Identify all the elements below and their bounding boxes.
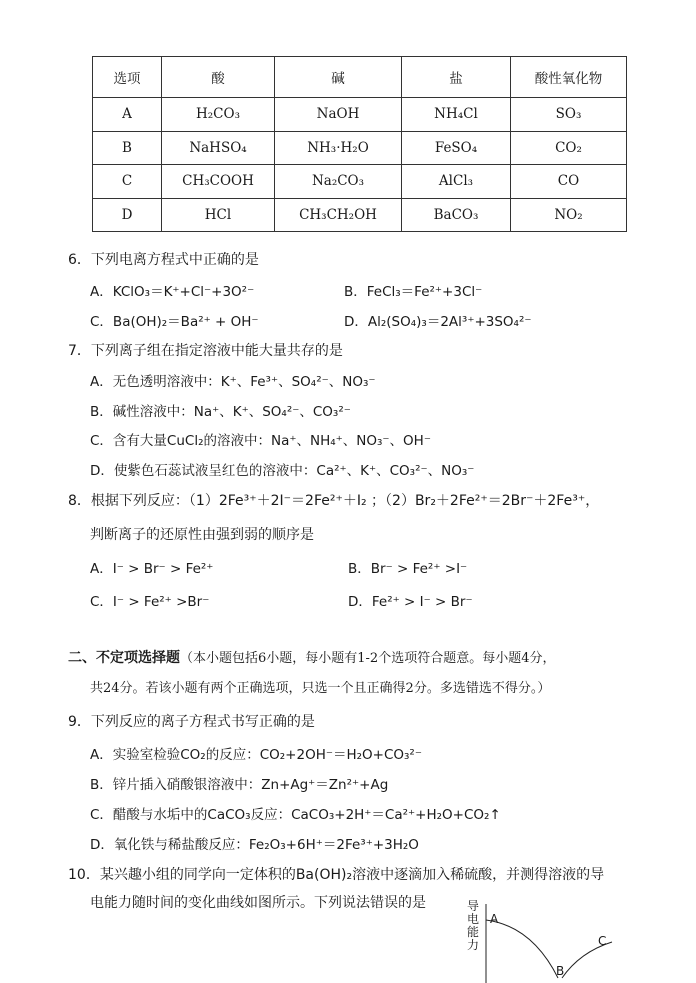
graph-point-b-label: B [556,964,565,978]
table-header-cell: 酸性氧化物 [511,57,627,98]
question-6-stem: 6．下列电离方程式中正确的是 [68,252,259,268]
section-2-note: （本小题包括6小题，每小题有1-2个选项符合题意。每小题4分， [180,651,556,666]
table-cell: NH₄Cl [402,98,511,131]
y-label-char: 导 [466,899,479,913]
question-7-option-a: A．无色透明溶液中：K⁺、Fe³⁺、SO₄²⁻、NO₃⁻ [90,374,376,390]
question-10-stem-line2: 电能力随时间的变化曲线如图所示。下列说法错误的是 [90,895,426,911]
table-row [93,165,627,198]
graph-point-a-label: A [490,912,499,926]
y-label-char: 电 [466,912,479,926]
section-2-title: 二、不定项选择题 [68,650,180,666]
table-cell: CH₃CH₂OH [275,198,402,231]
question-7-option-d: D．使紫色石蕊试液呈红色的溶液中：Ca²⁺、K⁺、CO₃²⁻、NO₃⁻ [90,463,475,479]
question-7-stem: 7．下列离子组在指定溶液中能大量共存的是 [68,343,343,359]
section-2-note-line2: 共24分。若该小题有两个正确选项，只选一个且正确得2分。多选错选不得分。） [90,681,551,696]
table-row [93,98,627,131]
question-8-option-d: D．Fe²⁺ > I⁻ > Br⁻ [348,594,473,610]
question-9-option-b: B．锌片插入硝酸银溶液中：Zn+Ag⁺＝Zn²⁺+Ag [90,777,389,793]
table-cell: D [93,198,162,231]
question-8-option-b: B．Br⁻ > Fe²⁺ >I⁻ [348,561,468,577]
classification-table [92,56,627,232]
y-label-char: 力 [466,938,479,952]
question-6-option-d: D．Al₂(SO₄)₃＝2Al³⁺+3SO₄²⁻ [344,314,532,330]
question-8-stem-line2: 判断离子的还原性由强到弱的顺序是 [90,527,314,543]
table-cell: CO [511,165,627,198]
table-header-row [93,57,627,98]
table-cell: BaCO₃ [402,198,511,231]
table-cell: B [93,131,162,164]
question-6-option-c: C．Ba(OH)₂＝Ba²⁺ + OH⁻ [90,314,259,330]
question-9-option-c: C．醋酸与水垢中的CaCO₃反应：CaCO₃+2H⁺＝Ca²⁺+H₂O+CO₂↑ [90,807,501,823]
question-6-option-a: A．KClO₃＝K⁺+Cl⁻+3O²⁻ [90,284,255,300]
table-cell: NO₂ [511,198,627,231]
question-8-option-c: C．I⁻ > Fe²⁺ >Br⁻ [90,594,210,610]
table-header-cell: 盐 [402,57,511,98]
question-9-option-a: A．实验室检验CO₂的反应：CO₂+2OH⁻＝H₂O+CO₃²⁻ [90,747,422,763]
conductivity-graph [462,898,622,983]
table-cell: HCl [162,198,275,231]
table-cell: Na₂CO₃ [275,165,402,198]
question-7-option-b: B．碱性溶液中：Na⁺、K⁺、SO₄²⁻、CO₃²⁻ [90,404,351,420]
table-header-cell: 碱 [275,57,402,98]
table-cell: NH₃·H₂O [275,131,402,164]
table-cell: FeSO₄ [402,131,511,164]
section-2-header [68,647,555,667]
table-cell: C [93,165,162,198]
table-cell: AlCl₃ [402,165,511,198]
question-8-stem: 8．根据下列反应：（1）2Fe³⁺＋2I⁻＝2Fe²⁺＋I₂ ；（2）Br₂＋2Fe²⁺＝2Br⁻＋2Fe³⁺， [68,493,600,509]
table-row [93,198,627,231]
question-10-stem: 10．某兴趣小组的同学向一定体积的Ba(OH)₂溶液中逐滴加入稀硫酸，并测得溶液的导 [68,867,605,883]
table-header-cell: 选项 [93,57,162,98]
table-row [93,131,627,164]
table-cell: SO₃ [511,98,627,131]
table-cell: H₂CO₃ [162,98,275,131]
table-cell: CO₂ [511,131,627,164]
table-header-cell: 酸 [162,57,275,98]
table-cell: A [93,98,162,131]
question-7-option-c: C．含有大量CuCl₂的溶液中：Na⁺、NH₄⁺、NO₃⁻、OH⁻ [90,433,431,449]
table-cell: NaOH [275,98,402,131]
graph-point-c-label: C [598,934,607,948]
question-8-option-a: A．I⁻ > Br⁻ > Fe²⁺ [90,561,214,577]
question-9-option-d: D．氧化铁与稀盐酸反应：Fe₂O₃+6H⁺＝2Fe³⁺+3H₂O [90,837,419,853]
y-label-char: 能 [466,925,479,939]
question-6-option-b: B．FeCl₃＝Fe²⁺+3Cl⁻ [344,284,483,300]
question-9-stem: 9．下列反应的离子方程式书写正确的是 [68,714,315,730]
table-cell: CH₃COOH [162,165,275,198]
graph-curve-descending [486,920,558,978]
table-cell: NaHSO₄ [162,131,275,164]
